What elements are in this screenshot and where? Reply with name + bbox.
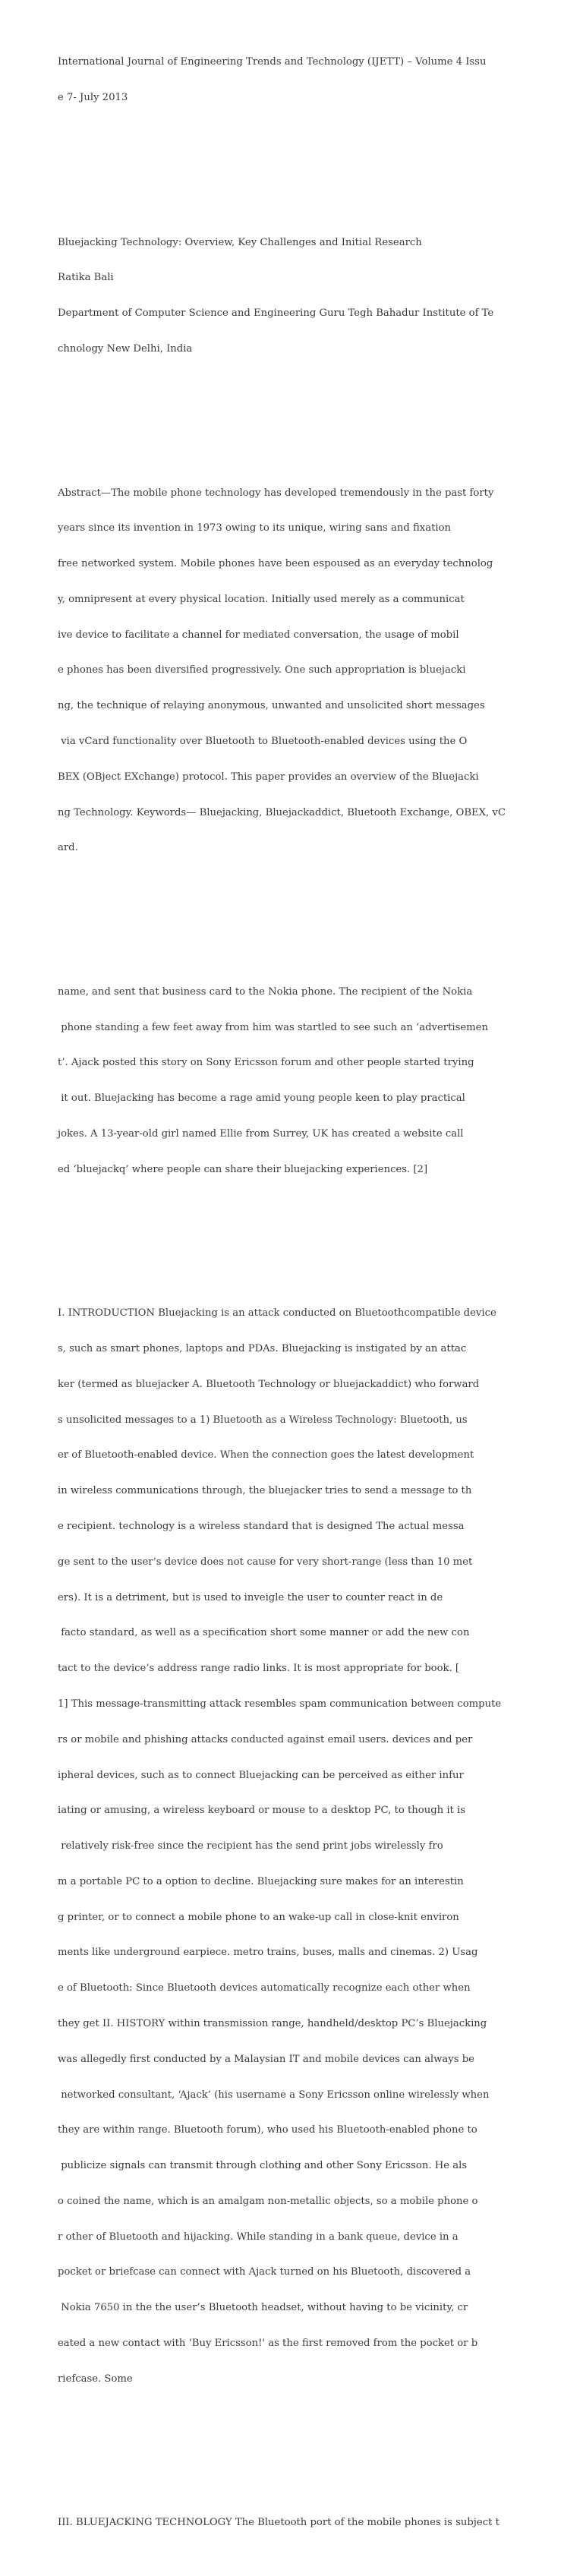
abstract-line: ng, the technique of relaying anonymous, unwanted and unsolicited short messages — [58, 700, 485, 712]
introduction-block — [58, 1284, 528, 2408]
introduction-line: s unsolicited messages to a 1) Bluetooth as a Wireless Technology: Bluetooth, us — [58, 1414, 468, 1426]
affiliation-line: Department of Computer Science and Engineering Guru Tegh Bahadur Institute of Te — [58, 307, 494, 320]
introduction-line: pocket or briefcase can connect with Ajack turned on his Bluetooth, discovered a — [58, 2266, 471, 2278]
introduction-line: ers). It is a detriment, but is used to inveigle the user to counter react in de — [58, 1591, 443, 1603]
journal-header-line: International Journal of Engineering Trends and Technology (IJETT) – Volume 4 Issu — [58, 56, 487, 68]
spacer — [58, 1234, 528, 1248]
introduction-line: e recipient. technology is a wireless standard that is designed The actual messa — [58, 1521, 465, 1533]
author-name: Ratika Bali — [58, 272, 114, 284]
spacer — [58, 913, 528, 927]
abstract-line: via vCard functionality over Bluetooth to Bluetooth-enabled devices using the O — [58, 736, 468, 748]
abstract-line: Abstract—The mobile phone technology has developed tremendously in the past forty — [58, 487, 494, 499]
abstract-line: e phones has been diversified progressively. One such appropriation is bluejacki — [58, 664, 466, 676]
title-block — [58, 213, 528, 379]
introduction-line: e of Bluetooth: Since Bluetooth devices automatically recognize each other when — [58, 1982, 471, 1994]
paragraph-line: it out. Bluejacking has become a rage amid young people keen to play practical — [58, 1093, 465, 1105]
abstract-line: free networked system. Mobile phones have been espoused as an everyday technolog — [58, 558, 493, 570]
introduction-line: ge sent to the user’s device does not cause for very short-range (less than 10 met — [58, 1556, 473, 1568]
paragraph-line: t’. Ajack posted this story on Sony Ericsson forum and other people started trying — [58, 1057, 474, 1069]
abstract-line: ng Technology. Keywords— Bluejacking, Bluejackaddict, Bluetooth Exchange, OBEX, vC — [58, 806, 506, 818]
section-3-line: III. BLUEJACKING TECHNOLOGY The Bluetooth port of the mobile phones is subject t — [58, 2517, 499, 2529]
section-3-block — [58, 2493, 528, 2552]
introduction-line: riefcase. Some — [58, 2373, 133, 2385]
abstract-line: y, omnipresent at every physical location. Initially used merely as a communicat — [58, 593, 465, 605]
introduction-line: was allegedly first conducted by a Malaysian IT and mobile devices can always be — [58, 2053, 474, 2065]
introduction-line: rs or mobile and phishing attacks conducted against email users. devices and per — [58, 1733, 473, 1745]
introduction-line: eated a new contact with ‘Buy Ericsson!' as the first removed from the pocket or b — [58, 2338, 478, 2349]
journal-header — [58, 33, 528, 128]
abstract-line: ard. — [58, 842, 78, 854]
paper-title: Bluejacking Technology: Overview, Key Challenges and Initial Research — [58, 236, 422, 248]
introduction-line: facto standard, as well as a specification short some manner or add the new con — [58, 1627, 470, 1639]
introduction-line: iating or amusing, a wireless keyboard or mouse to a desktop PC, to though it is — [58, 1805, 466, 1817]
spacer — [58, 415, 528, 428]
spacer — [58, 163, 528, 178]
abstract-line: years since its invention in 1973 owing to its unique, wiring sans and fixation — [58, 522, 452, 534]
spacer — [58, 2444, 528, 2458]
introduction-line: I. INTRODUCTION Bluejacking is an attack conducted on Bluetoothcompatible device — [58, 1307, 496, 1320]
introduction-line: ments like underground earpiece. metro trains, buses, malls and cinemas. 2) Usag — [58, 1947, 478, 1959]
introduction-line: in wireless communications through, the bluejacker tries to send a message to th — [58, 1485, 472, 1497]
affiliation-line: chnology New Delhi, India — [58, 343, 193, 355]
abstract-line: BEX (OBject EXchange) protocol. This paper provides an overview of the Bluejacki — [58, 771, 479, 783]
paragraph-block — [58, 963, 528, 1200]
introduction-line: 1] This message-transmitting attack resembles spam communication between compute — [58, 1698, 502, 1710]
introduction-line: publicize signals can transmit through clothing and other Sony Ericsson. He als — [58, 2160, 468, 2172]
journal-header-line: e 7- July 2013 — [58, 92, 128, 104]
paragraph-line: ed ‘bluejackq’ where people can share their bluejacking experiences. [2] — [58, 1163, 428, 1175]
document-text — [58, 9, 528, 2576]
introduction-line: r other of Bluetooth and hijacking. While standing in a bank queue, device in a — [58, 2231, 459, 2243]
introduction-line: o coined the name, which is an amalgam non-metallic objects, so a mobile phone o — [58, 2195, 478, 2207]
introduction-line: ipheral devices, such as to connect Bluejacking can be perceived as either infur — [58, 1769, 464, 1781]
introduction-line: they get II. HISTORY within transmission range, handheld/desktop PC’s Bluejacking — [58, 2017, 487, 2029]
introduction-line: s, such as smart phones, laptops and PDAs. Bluejacking is instigated by an attac — [58, 1343, 467, 1355]
introduction-line: tact to the device’s address range radio links. It is most appropriate for book. [ — [58, 1663, 460, 1675]
introduction-line: they are within range. Bluetooth forum), who used his Bluetooth-enabled phone to — [58, 2124, 477, 2136]
introduction-line: g printer, or to connect a mobile phone to an wake-up call in close-knit environ — [58, 1911, 459, 1923]
abstract-line: ive device to facilitate a channel for mediated conversation, the usage of mobil — [58, 629, 459, 641]
introduction-line: networked consultant, ‘Ajack’ (his username a Sony Ericsson online wirelessly when — [58, 2089, 490, 2101]
paragraph-line: name, and sent that business card to the Nokia phone. The recipient of the Nokia — [58, 985, 473, 998]
abstract-block — [58, 463, 528, 878]
introduction-line: er of Bluetooth-enabled device. When the connection goes the latest development — [58, 1449, 474, 1461]
introduction-line: Nokia 7650 in the the user’s Bluetooth headset, without having to be vicinity, cr — [58, 2302, 468, 2314]
introduction-line: relatively risk-free since the recipient has the send print jobs wirelessly fro — [58, 1840, 443, 1852]
paragraph-line: jokes. A 13-year-old girl named Ellie from Surrey, UK has created a website call — [58, 1128, 464, 1140]
introduction-line: ker (termed as bluejacker A. Bluetooth Technology or bluejackaddict) who forward — [58, 1378, 480, 1390]
paragraph-line: phone standing a few feet away from him was startled to see such an ‘advertisemen — [58, 1021, 488, 1033]
introduction-line: m a portable PC to a option to decline. Bluejacking sure makes for an interestin — [58, 1875, 464, 1887]
